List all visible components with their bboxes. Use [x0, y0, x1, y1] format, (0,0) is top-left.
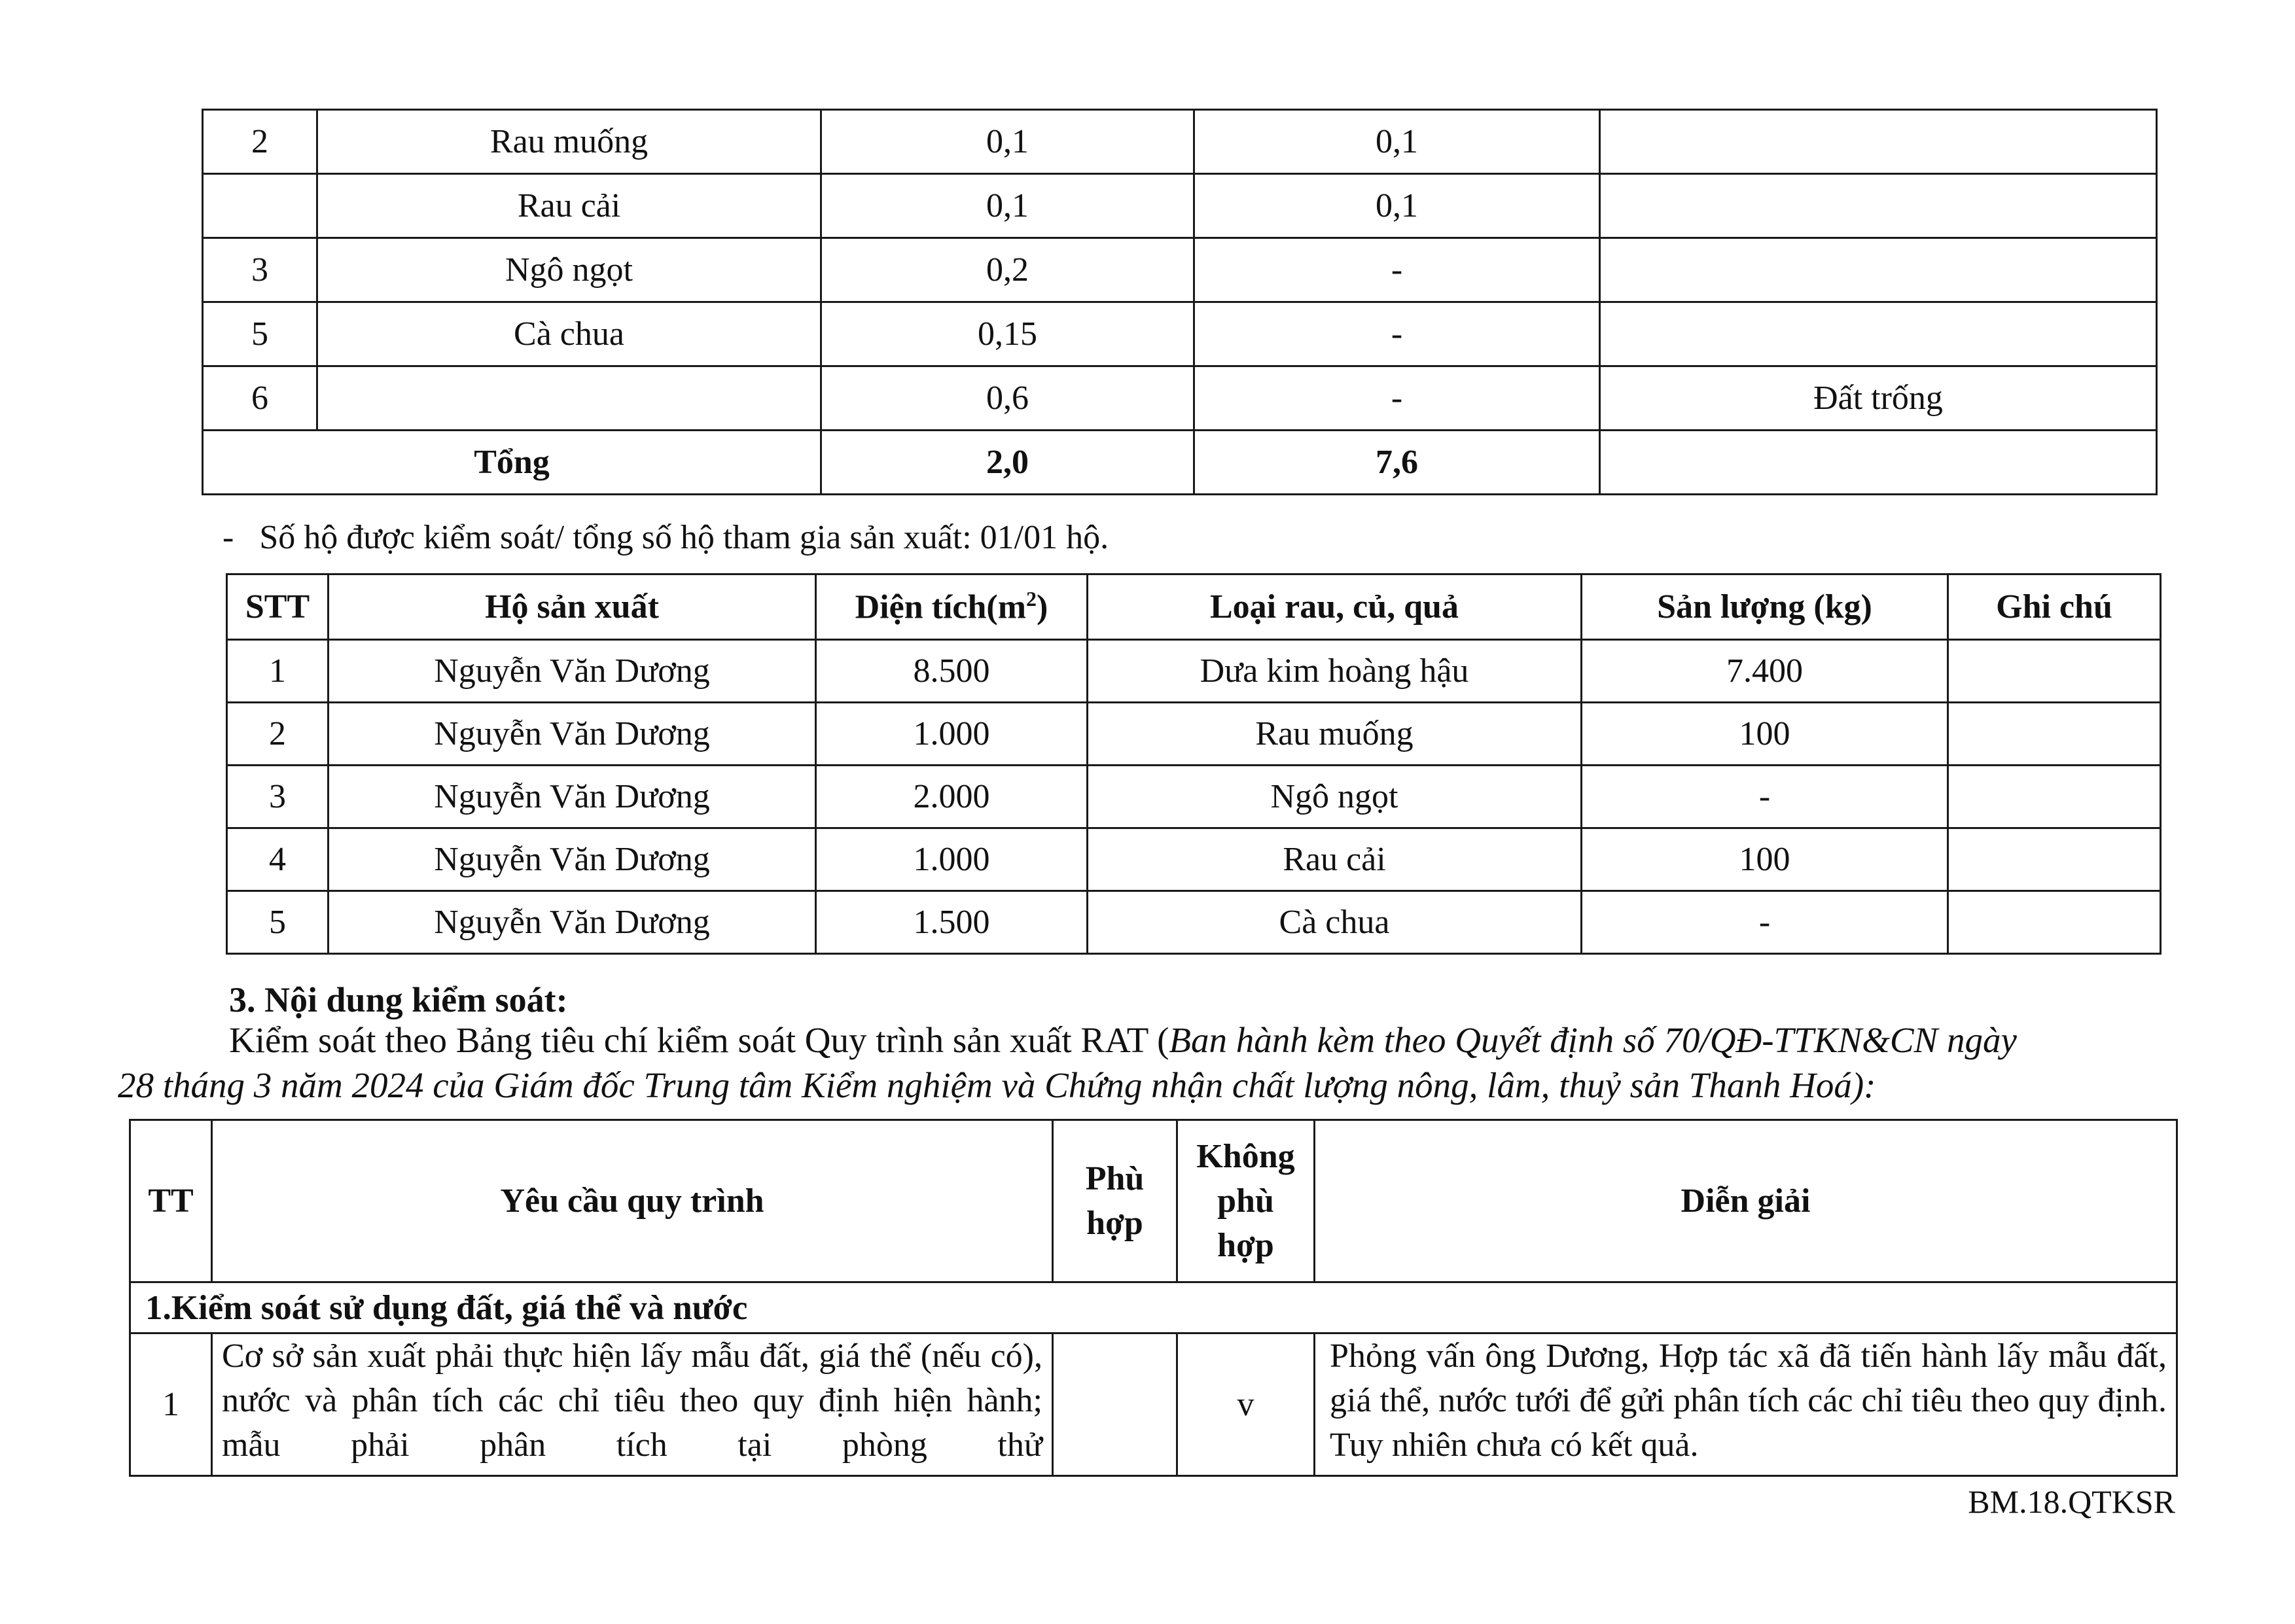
yield-cell: 0,1	[1194, 110, 1600, 174]
crop-cell: Cà chua	[317, 302, 821, 366]
output-cell: -	[1582, 766, 1948, 828]
crop-cell: Ngô ngọt	[1088, 766, 1582, 828]
table-row	[227, 828, 2161, 891]
area-cell: 1.500	[816, 891, 1088, 954]
household-table	[226, 573, 2162, 955]
stt-cell: 3	[227, 766, 329, 828]
yield-cell: 0,1	[1194, 174, 1600, 238]
header-conform: Phù hợp	[1053, 1120, 1177, 1282]
stt-cell: 2	[203, 110, 317, 174]
area-cell: 0,1	[821, 110, 1194, 174]
area-cell: 0,2	[821, 238, 1194, 302]
conform-cell	[1053, 1333, 1177, 1476]
total-label: Tổng	[203, 431, 821, 495]
output-cell: 100	[1582, 828, 1948, 891]
area-cell: 0,6	[821, 366, 1194, 431]
section-intro-italic-2: 28 tháng 3 năm 2024 của Giám đốc Trung tâm Kiểm nghiệm và Chứng nhận chất lượng nông, lâm, thuỷ sản Thanh Hoá):	[118, 1065, 1876, 1105]
crop-cell: Rau cải	[1088, 828, 1582, 891]
households-note-text: Số hộ được kiểm soát/ tổng số hộ tham gia sản xuất: 01/01 hộ.	[259, 519, 1109, 556]
yield-cell: -	[1194, 302, 1600, 366]
table-row	[227, 766, 2161, 828]
header-household: Hộ sản xuất	[329, 574, 816, 640]
header-requirement: Yêu cầu quy trình	[212, 1120, 1053, 1282]
yield-cell: -	[1194, 238, 1600, 302]
table-row	[203, 366, 2157, 431]
total-area: 2,0	[821, 431, 1194, 495]
table-row	[227, 703, 2161, 766]
header-row	[130, 1120, 2177, 1282]
table-row	[203, 302, 2157, 366]
note-cell	[1600, 302, 2157, 366]
header-tt: TT	[130, 1120, 212, 1282]
crop-cell: Cà chua	[1088, 891, 1582, 954]
table-row	[203, 238, 2157, 302]
note-cell	[1600, 174, 2157, 238]
output-cell: 7.400	[1582, 640, 1948, 703]
household-cell: Nguyễn Văn Dương	[329, 766, 816, 828]
total-yield: 7,6	[1194, 431, 1600, 495]
stt-cell: 1	[227, 640, 329, 703]
note-cell	[1948, 640, 2161, 703]
bullet-dash: -	[222, 519, 260, 556]
section-intro-line-1	[229, 1019, 2017, 1061]
section-row	[130, 1282, 2177, 1333]
section-intro-italic-1: Ban hành kèm theo Quyết định số 70/QĐ-TTKN&CN ngày	[1169, 1020, 2017, 1060]
table-row	[203, 174, 2157, 238]
output-cell: -	[1582, 891, 1948, 954]
note-cell	[1948, 891, 2161, 954]
note-cell	[1600, 238, 2157, 302]
note-cell	[1948, 703, 2161, 766]
area-cell: 1.000	[816, 703, 1088, 766]
households-note	[222, 518, 1109, 557]
crop-cell: Rau muống	[317, 110, 821, 174]
header-crop: Loại rau, củ, quả	[1088, 574, 1582, 640]
section-intro-normal: Kiểm soát theo Bảng tiêu chí kiểm soát Quy trình sản xuất RAT (	[229, 1020, 1169, 1060]
note-cell: Đất trống	[1600, 366, 2157, 431]
table-row	[130, 1333, 2177, 1476]
yield-cell: -	[1194, 366, 1600, 431]
stt-cell: 4	[227, 828, 329, 891]
stt-cell: 2	[227, 703, 329, 766]
form-code: BM.18.QTKSR	[1968, 1483, 2175, 1520]
header-area	[816, 574, 1088, 640]
header-area-text: Diện tích(m	[855, 588, 1027, 626]
table-row	[203, 110, 2157, 174]
stt-cell	[203, 174, 317, 238]
header-stt: STT	[227, 574, 329, 640]
household-cell: Nguyễn Văn Dương	[329, 640, 816, 703]
area-cell: 8.500	[816, 640, 1088, 703]
crop-cell: Ngô ngọt	[317, 238, 821, 302]
table-row	[227, 640, 2161, 703]
total-row	[203, 431, 2157, 495]
note-cell	[1948, 828, 2161, 891]
explanation-cell: Phỏng vấn ông Dương, Hợp tác xã đã tiến hành lấy mẫu đất, giá thể, nước tưới để gửi phân tích các chỉ tiêu theo quy định. Tuy nhiên chưa có kết quả.	[1315, 1333, 2177, 1476]
table-row	[227, 891, 2161, 954]
area-cell: 0,1	[821, 174, 1194, 238]
header-row	[227, 574, 2161, 640]
header-note: Ghi chú	[1948, 574, 2161, 640]
crop-cell: Dưa kim hoàng hậu	[1088, 640, 1582, 703]
area-cell: 1.000	[816, 828, 1088, 891]
household-cell: Nguyễn Văn Dương	[329, 891, 816, 954]
requirement-cell: Cơ sở sản xuất phải thực hiện lấy mẫu đất, giá thể (nếu có), nước và phân tích các chỉ tiêu theo quy định hiện hành; mẫu phải phân tích tại phòng thử	[212, 1333, 1053, 1476]
total-note	[1600, 431, 2157, 495]
crop-area-table	[202, 109, 2158, 495]
nonconform-cell: v	[1177, 1333, 1315, 1476]
section-title: 3. Nội dung kiểm soát:	[229, 980, 568, 1019]
header-output: Sản lượng (kg)	[1582, 574, 1948, 640]
section-row-label: 1.Kiểm soát sử dụng đất, giá thể và nước	[130, 1282, 2177, 1333]
area-cell: 2.000	[816, 766, 1088, 828]
note-cell	[1948, 766, 2161, 828]
header-nonconform: Không phù hợp	[1177, 1120, 1315, 1282]
area-cell: 0,15	[821, 302, 1194, 366]
stt-cell: 5	[203, 302, 317, 366]
stt-cell: 6	[203, 366, 317, 431]
crop-cell	[317, 366, 821, 431]
criteria-table	[129, 1119, 2178, 1477]
crop-cell: Rau cải	[317, 174, 821, 238]
stt-cell: 3	[203, 238, 317, 302]
crop-cell: Rau muống	[1088, 703, 1582, 766]
tt-cell: 1	[130, 1333, 212, 1476]
note-cell	[1600, 110, 2157, 174]
household-cell: Nguyễn Văn Dương	[329, 703, 816, 766]
header-area-sup: 2	[1026, 587, 1037, 611]
household-cell: Nguyễn Văn Dương	[329, 828, 816, 891]
stt-cell: 5	[227, 891, 329, 954]
header-explanation: Diễn giải	[1315, 1120, 2177, 1282]
header-area-close: )	[1037, 588, 1048, 626]
output-cell: 100	[1582, 703, 1948, 766]
